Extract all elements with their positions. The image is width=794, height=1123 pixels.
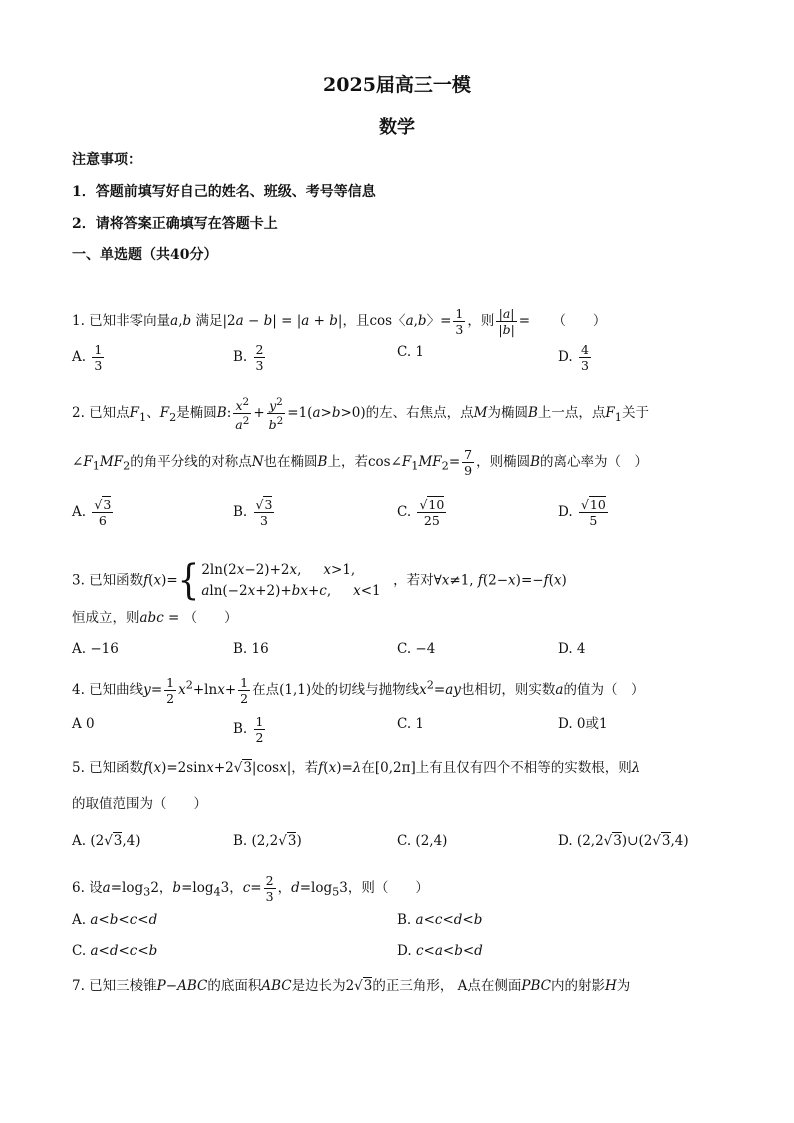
q6-option-c: C. a<d<c<b xyxy=(72,943,158,959)
question-1: 1. 已知非零向量a,b 满足|2a − b| = |a + b|，且cos〈a,b〉= $\frac{1}{3}$ ，则 $\frac{|a|}{|b|}$ = （ ） xyxy=(72,306,607,337)
notes-heading: 注意事项： xyxy=(72,152,142,168)
q3-option-d: D. 4 xyxy=(558,641,586,657)
exam-title: 2025届高三一模 xyxy=(323,74,471,96)
question-6: 6. 设$a=\log_32$，$b=\log_43$，c= $\frac{2}{3}$ ，$d=\log_53$，则（ ） xyxy=(72,873,429,904)
note-item: 2．请将答案正确填写在答题卡上 xyxy=(72,216,278,232)
q2-option-b: B. $\frac{√3}{3}$ xyxy=(233,497,273,528)
q1-option-a: A. $\frac{1}{3}$ xyxy=(72,342,103,373)
q4-option-d: D. 0或1 xyxy=(558,716,608,732)
section-heading: 一、单选题（共40分） xyxy=(72,247,218,263)
q2-option-a: A. $\frac{√3}{6}$ xyxy=(72,497,112,528)
question-3-line-1: 3. 已知函数f(x)={ 2ln(2x−2)+2x, x>1, aln(−2x+2)+bx+c, x<1 ，若对∀x≠1, f(2−x)=−f(x) xyxy=(72,557,567,605)
question-5-line-2: 的取值范围为（ ） xyxy=(72,796,207,812)
q2-option-d: D. $\frac{√10}{5}$ xyxy=(558,497,606,528)
question-2-line-2: $\angle F_1MF_2$的角平分线的对称点N也在椭圆B上，若$\cos\angle F_1MF_2=$ $\frac{7}{9}$ ，则椭圆B的离心率为（ ） xyxy=(72,447,649,478)
question-5-line-1: 5. 已知函数f(x)=2sinx+2√3|cosx|，若f(x)=λ在[0,2π]上有且仅有四个不相等的实数根，则λ xyxy=(72,760,641,776)
q1-option-d: D. $\frac{4}{3}$ xyxy=(558,342,589,373)
q2-option-c: C. $\frac{√10}{25}$ xyxy=(397,497,445,528)
q1-option-b: B. $\frac{2}{3}$ xyxy=(233,342,264,373)
q5-option-c: C. (2,4) xyxy=(397,833,448,849)
q4-option-a: A 0 xyxy=(72,716,95,732)
q5-option-d: D. (2,2√3)∪(2√3,4) xyxy=(558,833,689,849)
q1-option-c: C. 1 xyxy=(397,344,425,360)
question-7: 7. 已知三棱锥P−ABC的底面积ABC是边长为2√3的正三角形， A点在侧面PBC内的射影H为 xyxy=(72,978,631,994)
q5-option-a: A. (2√3,4) xyxy=(72,833,141,849)
q6-option-a: A. a<b<c<d xyxy=(72,912,158,928)
q6-option-d: D. c<a<b<d xyxy=(397,943,483,959)
q6-option-b: B. a<c<d<b xyxy=(397,912,483,928)
q4-option-c: C. 1 xyxy=(397,716,425,732)
q4-option-b: B. $\frac{1}{2}$ xyxy=(233,714,264,745)
q3-option-b: B. 16 xyxy=(233,641,269,657)
q3-option-c: C. −4 xyxy=(397,641,436,657)
question-3-line-2: 恒成立，则abc = （ ） xyxy=(72,610,238,626)
subject-title: 数学 xyxy=(379,117,415,138)
question-4: 4. 已知曲线y= $\frac{1}{2}$ $x^2+\ln x+$ $\frac{1}{2}$ 在点(1,1)处的切线与抛物线$x^2=ay$也相切，则实数a的值为（ ） xyxy=(72,675,645,706)
question-2-line-1: 2. 已知点$F_1$、$F_2$是椭圆B: $\frac{x^2}{a^2}$ + $\frac{y^2}{b^2}$ =1(a>b>0)的左、右焦点，点M为椭圆B上一点，点$F_1$关于 xyxy=(72,396,649,433)
q3-option-a: A. −16 xyxy=(72,641,119,657)
note-item: 1．答题前填写好自己的姓名、班级、考号等信息 xyxy=(72,184,376,200)
q5-option-b: B. (2,2√3) xyxy=(233,833,302,849)
